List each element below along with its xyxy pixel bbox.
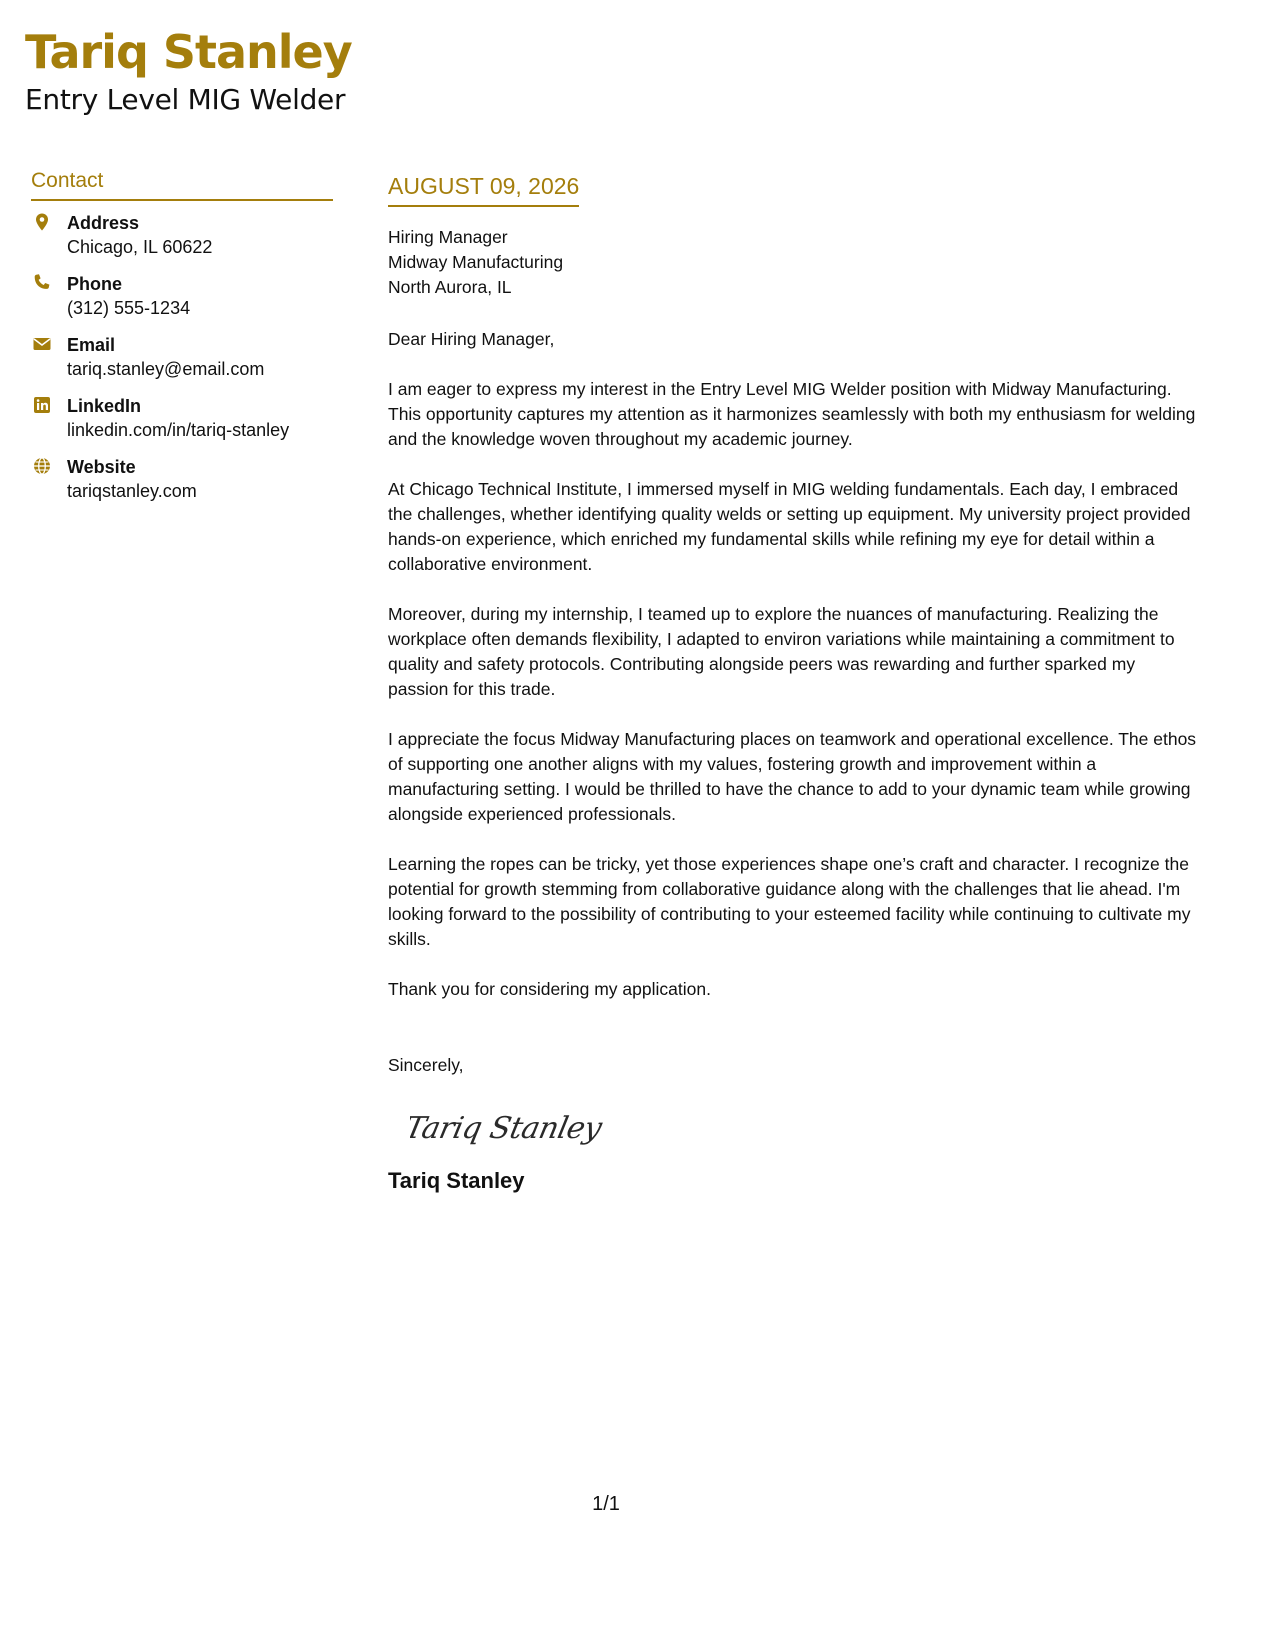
closing: Sincerely, — [388, 1055, 464, 1075]
contact-value-website[interactable]: tariqstanley.com — [67, 481, 197, 501]
recipient-line: Hiring Manager — [388, 227, 508, 247]
recipient-line: Midway Manufacturing — [388, 252, 564, 272]
letter-paragraph: I am eager to express my interest in the Entry Level MIG Welder position with Midway Manufacturing. This opportunity captures my attention as it harmonizes seamlessly with both my enthusiasm for welding and the knowledge woven throughout my academic journey. — [388, 379, 1196, 449]
handwritten-signature — [410, 1096, 630, 1156]
recipient-line: North Aurora, IL — [388, 277, 512, 297]
letter-paragraph: Learning the ropes can be tricky, yet those experiences shape one’s craft and character. I recognize the potential for growth stemming from collaborative guidance along with the challenges that lie ahead. I'm looking forward to the possibility of contributing to your esteemed facility while continuing to cultivate my skills. — [388, 854, 1191, 949]
globe-icon — [32, 456, 52, 476]
contact-value-phone: (312) 555-1234 — [67, 298, 191, 318]
letter-paragraph: I appreciate the focus Midway Manufacturing places on teamwork and operational excellence. The ethos of supporting one another aligns with my values, fostering growth and improvement within a manufacturing setting. I would be thrilled to have the chance to add to your dynamic team while growing alongside experienced professionals. — [388, 729, 1197, 824]
letter-paragraph: Thank you for considering my application. — [388, 979, 711, 999]
contact-value-address: Chicago, IL 60622 — [67, 237, 213, 257]
envelope-icon — [32, 334, 52, 354]
contact-value-email[interactable]: tariq.stanley@email.com — [67, 359, 265, 379]
contact-label-website: Website — [67, 457, 136, 477]
letter-body — [388, 170, 1198, 1196]
page-number: 1/1 — [592, 1493, 620, 1515]
contact-item-phone — [31, 272, 333, 320]
phone-icon — [32, 273, 52, 293]
signature-text: Tariq Stanley — [410, 1111, 605, 1146]
salutation: Dear Hiring Manager, — [388, 329, 555, 349]
letter-paragraph: At Chicago Technical Institute, I immersed myself in MIG welding fundamentals. Each day, I embraced the challenges, whether identifying quality welds or setting up equipment. My university project provided hands-on experience, which enriched my fundamental skills while refining my eye for detail within a collaborative environment. — [388, 479, 1191, 574]
letter-date: AUGUST 09, 2026 — [388, 170, 579, 207]
contact-item-linkedin — [31, 394, 333, 442]
contact-label-linkedin: LinkedIn — [67, 396, 142, 416]
signed-name: Tariq Stanley — [388, 1168, 525, 1193]
job-title: Entry Level MIG Welder — [25, 83, 346, 116]
letter-paragraph: Moreover, during my internship, I teamed up to explore the nuances of manufacturing. Realizing the workplace often demands flexibility, I adapted to environ variations while maintaining a commitment to quality and safety protocols. Contributing alongside peers was rewarding and further sparked my passion for this trade. — [388, 604, 1175, 699]
contact-value-linkedin[interactable]: linkedin.com/in/tariq-stanley — [67, 420, 290, 440]
contact-label-address: Address — [67, 213, 140, 233]
contact-item-address — [31, 211, 333, 259]
contact-section-title: Contact — [31, 166, 333, 201]
linkedin-icon — [32, 395, 52, 415]
contact-item-website — [31, 455, 333, 503]
contact-sidebar — [31, 166, 333, 516]
recipient-block — [388, 225, 1198, 300]
contact-item-email — [31, 333, 333, 381]
contact-label-email: Email — [67, 335, 116, 355]
map-pin-icon — [32, 212, 52, 232]
resume-header — [25, 22, 352, 118]
applicant-name: Tariq Stanley — [25, 25, 352, 79]
contact-label-phone: Phone — [67, 274, 123, 294]
